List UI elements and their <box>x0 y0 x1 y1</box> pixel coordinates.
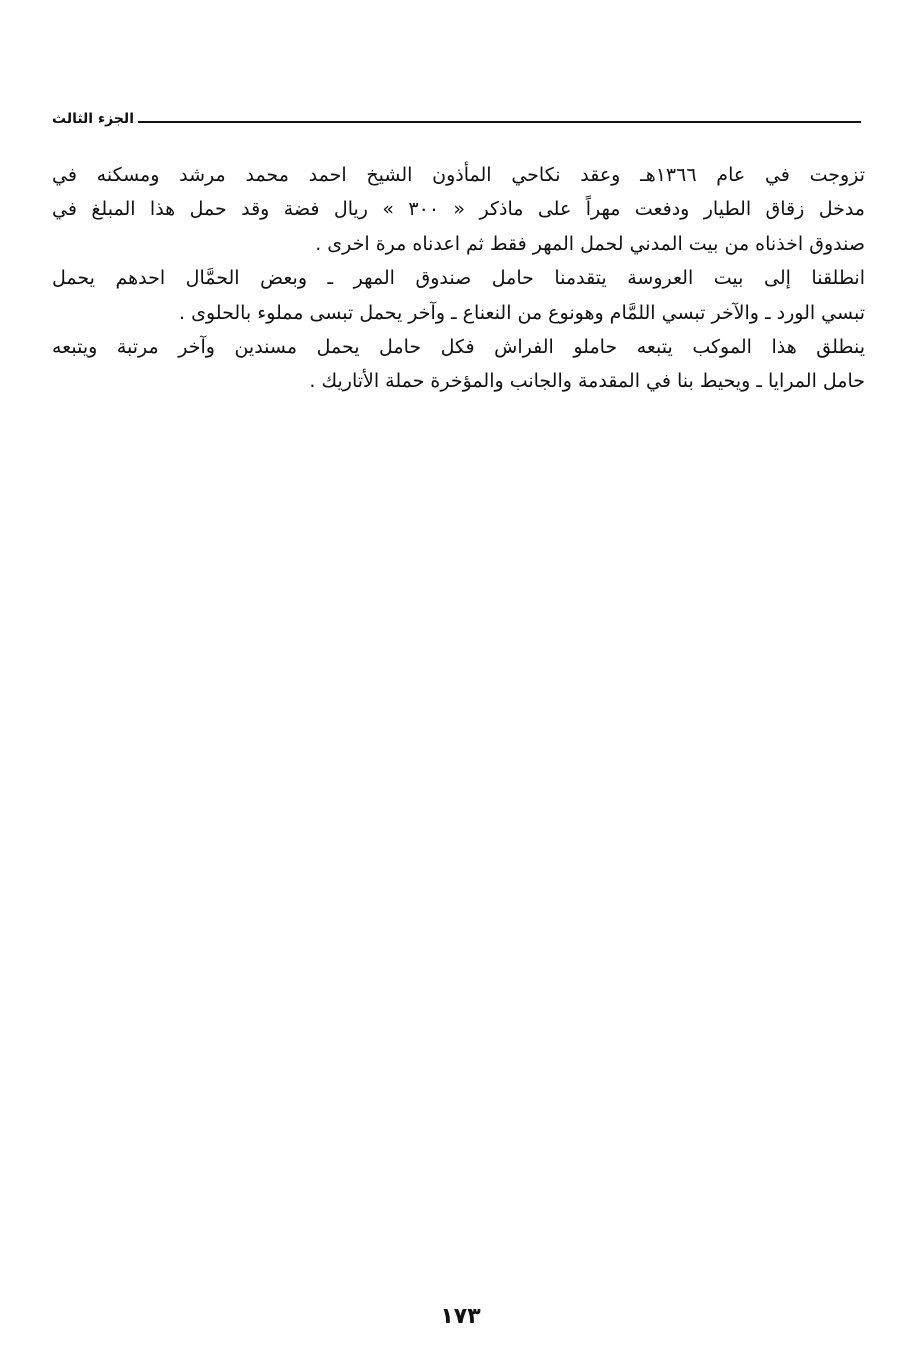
body-text <box>52 158 865 399</box>
header-rule <box>130 121 861 123</box>
text-line: تزوجت في عام ١٣٦٦هـ وعقد نكاحي المأذون الشيخ احمد محمد مرشد ومسكنه في <box>52 164 865 186</box>
running-header: الجزء الثالث <box>52 109 138 129</box>
paragraph-2 <box>52 261 865 330</box>
text-line: صندوق اخذناه من بيت المدني لحمل المهر فقط ثم اعدناه مرة اخرى . <box>315 232 865 255</box>
text-line: تبسي الورد ـ والآخر تبسي اللمَّام وهونوع من النعناع ـ وآخر يحمل تبسى مملوء بالحلوى . <box>179 301 865 324</box>
text-line: حامل المرايا ـ ويحيط بنا في المقدمة والجانب والمؤخرة حملة الأتاريك . <box>309 370 865 393</box>
text-line: انطلقنا إلى بيت العروسة يتقدمنا حامل صندوق المهر ـ وبعض الحمَّال احدهم يحمل <box>52 267 865 290</box>
text-line: ينطلق هذا الموكب يتبعه حاملو الفراش فكل حامل يحمل مسندين وآخر مرتبة ويتبعه <box>52 335 865 358</box>
text-line: مدخل زقاق الطيار ودفعت مهراً على ماذكر « ٣٠٠ » ريال فضة وقد حمل هذا المبلغ في <box>52 198 865 221</box>
page-number: ١٧٣ <box>440 1304 481 1329</box>
paragraph-3 <box>52 330 865 399</box>
paragraph-1 <box>52 158 865 261</box>
